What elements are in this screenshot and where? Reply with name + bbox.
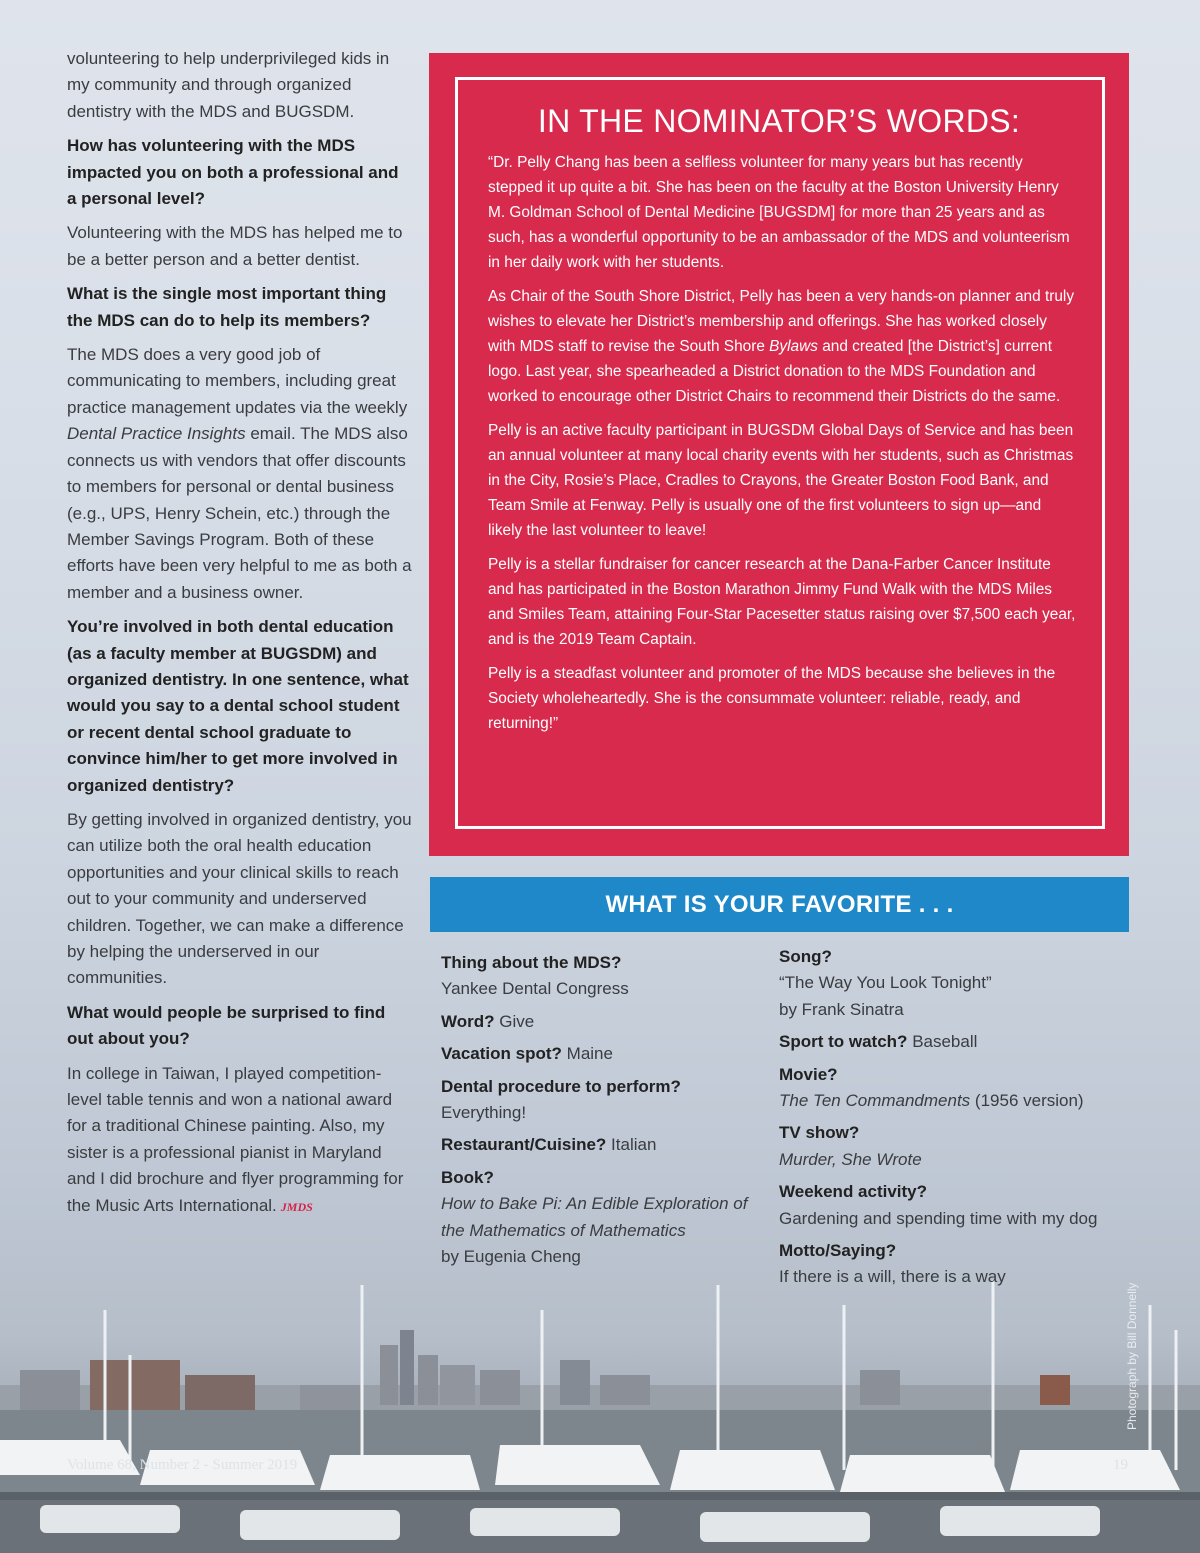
favorite-weekend-answer: Gardening and spending time with my dog [779,1208,1098,1228]
favorite-vacation-answer: Maine [566,1044,613,1064]
favorite-song-title: “The Way You Look Tonight” [779,973,992,993]
answer-2-text-a: The MDS does a very good job of communicating to members, including great practice management updates via the weekly [67,345,408,417]
favorite-sport-question: Sport to watch? [779,1032,908,1052]
nominator-paragraph-5: Pelly is a steadfast volunteer and promoter of the MDS because she believes in the Society wholeheartedly. She is the consummate volunteer: reliable, ready, and returning!” [488,665,1056,732]
nominator-paragraph-2-b: and created [the District’s] current logo. Last year, she spearheaded a District donation to the MDS Foundation and worked to encourage other District Chairs to recommend their Districts do the same. [488,338,1061,405]
favorite-book [441,1165,766,1271]
favorite-restaurant-answer: Italian [611,1135,657,1155]
favorite-motto-answer: If there is a will, there is a way [779,1267,1006,1287]
favorite-motto-question: Motto/Saying? [779,1241,897,1261]
nominator-title: IN THE NOMINATOR’S WORDS: [537,103,1021,139]
favorite-book-question: Book? [441,1167,494,1187]
favorite-tv-question: TV show? [779,1123,860,1143]
favorite-word-answer: Give [499,1011,535,1031]
favorites-column-right [779,944,1124,1297]
favorite-sport [779,1029,1124,1055]
favorite-weekend-question: Weekend activity? [779,1182,928,1202]
newsletter-title: Dental Practice Insights [67,424,246,444]
favorite-movie-note: (1956 version) [974,1091,1084,1111]
nominator-paragraph-3: Pelly is an active faculty participant in BUGSDM Global Days of Service and has been an annual volunteer at many local charity events with her students, such as Christmas in the City, Rosie’s Place, Cradles to Crayons, the Greater Boston Food Bank, and Team Smile at Fenway. Pelly is usually one of the first volunteers to sign up—and likely the last volunteer to leave! [488,422,1074,539]
favorite-thing [441,950,766,1003]
favorite-motto [779,1238,1124,1291]
nominator-paragraph-2 [488,284,1078,409]
favorite-song-question: Song? [779,947,832,966]
favorite-sport-answer: Baseball [912,1032,978,1052]
favorite-restaurant [441,1132,766,1158]
favorite-tv-answer: Murder, She Wrote [779,1149,922,1169]
favorite-movie-question: Movie? [779,1064,838,1084]
answer-3: By getting involved in organized dentistry, you can utilize both the oral health education opportunities and your clinical skills to reach out to your community and underserved children. Together, we can make a difference by helping the underserved in our communities. [67,809,412,988]
favorite-thing-question: Thing about the MDS? [441,953,622,972]
question-3: You’re involved in both dental education (as a faculty member at BUGSDM) and organized dentistry. In one sentence, what would you say to a dental school student or recent dental school graduate to convince him/her to get more involved in organized dentistry? [67,617,409,795]
favorite-song [779,944,1124,1023]
nominator-paragraph-1: “Dr. Pelly Chang has been a selfless volunteer for many years but has recently stepped it up quite a bit. She has been on the faculty at the Boston University Henry M. Goldman School of Dental Medicine [BUGSDM] for more than 25 years and as such, has a wonderful opportunity to be an ambassador of the MDS and volunteerism in her daily work with her students. [488,154,1070,271]
favorite-procedure [441,1074,766,1127]
favorite-procedure-answer: Everything! [441,1103,527,1123]
favorite-book-title: How to Bake Pi: An Edible Exploration of the Mathematics of Mathematics [441,1194,748,1240]
answer-2-text-b: email. The MDS also connects us with vendors that offer discounts to members for personal or dental business (e.g., UPS, Henry Schein, etc.) through the Member Savings Program. Both of these efforts have been very helpful to me as both a member and a business owner. [67,424,412,602]
answer-4-text: In college in Taiwan, I played competition-level table tennis and won a national award for a traditional Chinese painting. Also, my sister is a professional pianist in Maryland and I did brochure and flyer programming for the Music Arts International. [67,1063,404,1215]
favorite-song-artist: by Frank Sinatra [779,999,904,1019]
intro-continuation: volunteering to help underprivileged kids in my community and through organized dentistry with the MDS and BUGSDM. [67,49,390,121]
nominator-quote-text [488,150,1078,745]
favorite-weekend [779,1179,1124,1232]
question-2: What is the single most important thing the MDS can do to help its members? [67,284,387,330]
nominator-quote-box [429,53,1129,856]
answer-2 [67,342,412,606]
interview-column [67,46,412,1228]
favorite-book-author: by Eugenia Cheng [441,1247,581,1267]
favorite-vacation [441,1041,766,1067]
answer-4 [67,1061,412,1220]
nominator-paragraph-2-a: As Chair of the South Shore District, Pelly has been a very hands-on planner and truly wishes to elevate her District’s membership and offerings. She has worked closely with MDS staff to revise the South Shore [488,288,1075,355]
bylaws-italic: Bylaws [769,338,818,355]
favorite-thing-answer: Yankee Dental Congress [441,979,629,999]
favorite-word [441,1009,766,1035]
favorite-movie [779,1062,1124,1115]
question-4: What would people be surprised to find out about you? [67,1002,386,1049]
nominator-paragraph-4: Pelly is a stellar fundraiser for cancer research at the Dana-Farber Cancer Institute and has participated in the Boston Marathon Jimmy Fund Walk with the MDS Miles and Smiles Team, attaining Four-Star Pacesetter status raising over $7,500 each year, and is the 2019 Team Captain. [488,556,1076,648]
page-number: 19 [1113,1457,1128,1473]
favorite-movie-title: The Ten Commandments [779,1091,971,1111]
favorite-vacation-question: Vacation spot? [441,1044,562,1064]
favorites-column-left [441,950,766,1276]
question-1: How has volunteering with the MDS impacted you on both a professional and a personal level? [67,136,399,209]
answer-1: Volunteering with the MDS has helped me to be a better person and a better dentist. [67,223,403,269]
photo-credit: Photograph by Bill Donnelly [1125,1282,1139,1430]
favorite-procedure-question: Dental procedure to perform? [441,1076,681,1096]
favorite-word-question: Word? [441,1011,495,1031]
jmds-end-mark-logo: JMDS [280,1199,313,1214]
favorite-tv [779,1120,1124,1173]
issue-footer: Volume 68, Number 2 - Summer 2019 [67,1457,298,1473]
favorites-banner: WHAT IS YOUR FAVORITE . . . [430,877,1129,932]
favorite-restaurant-question: Restaurant/Cuisine? [441,1135,607,1155]
